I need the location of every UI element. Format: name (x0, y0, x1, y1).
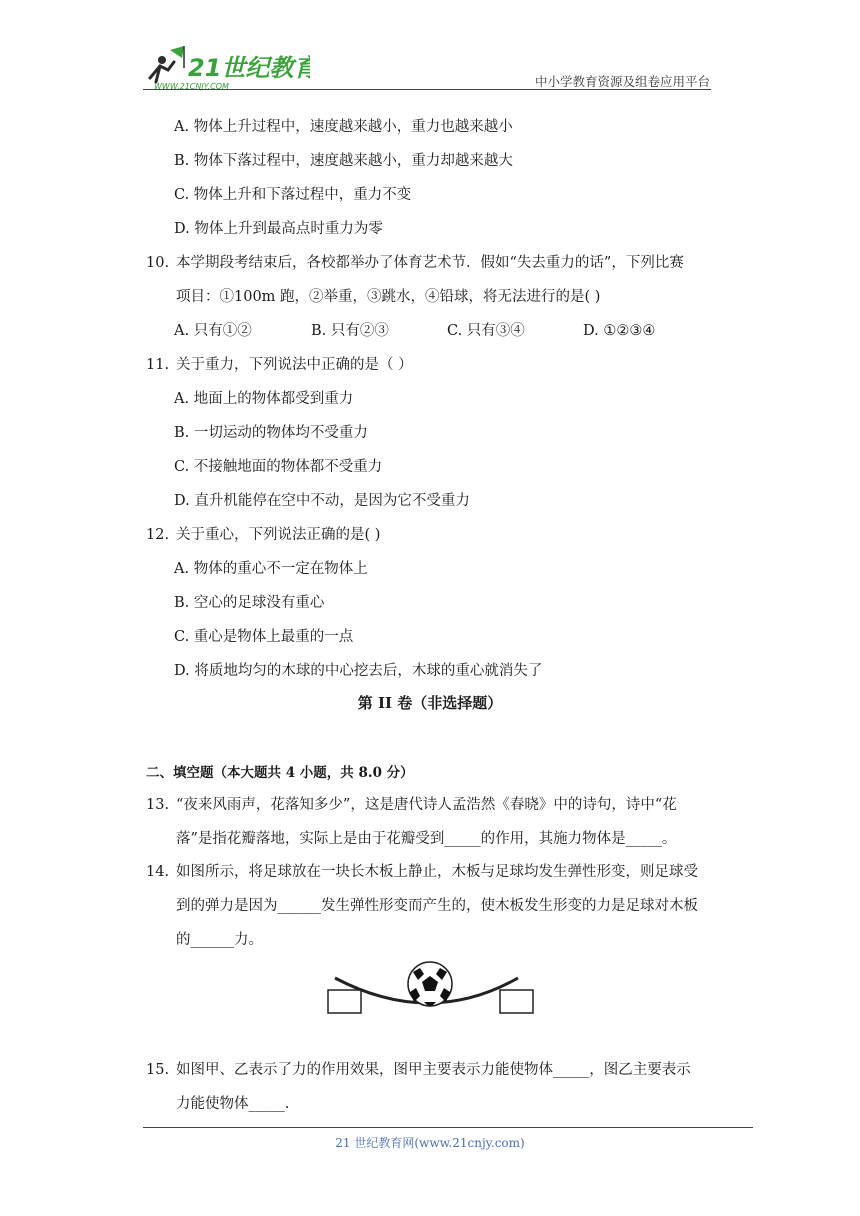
q13-number: 13. (146, 797, 170, 813)
q11-option-b: B. 一切运动的物体均不受重力 (174, 425, 368, 441)
left-support-block (328, 990, 361, 1013)
header-divider (143, 89, 711, 90)
q11-option-c: C. 不接触地面的物体都不受重力 (174, 459, 383, 475)
q10-stem-line1: 本学期段考结束后，各校都举办了体育艺术节．假如“失去重力的话”，下列比赛 (176, 255, 684, 271)
q12-option-b: B. 空心的足球没有重心 (174, 595, 325, 611)
site-logo (140, 42, 310, 92)
header-platform-text: 中小学教育资源及组卷应用平台 (534, 74, 710, 89)
q11-option-d: D. 直升机能停在空中不动，是因为它不受重力 (174, 493, 470, 509)
q10-option-b: B. 只有②③ (311, 323, 389, 339)
q13-line1: “夜来风雨声，花落知多少”，这是唐代诗人孟浩然《春晓》中的诗句，诗中“花 (176, 797, 677, 813)
q9-option-a: A. 物体上升过程中，速度越来越小，重力也越来越小 (174, 119, 513, 135)
q10-option-c: C. 只有③④ (447, 323, 525, 339)
svg-text:21世纪教育: 21世纪教育 (188, 54, 310, 82)
q15-line1: 如图甲、乙表示了力的作用效果，图甲主要表示力能使物体_____，图乙主要表示 (176, 1062, 691, 1078)
q9-option-c: C. 物体上升和下落过程中，重力不变 (174, 187, 412, 203)
q13-line2: 落”是指花瓣落地，实际上是由于花瓣受到_____的作用，其施力物体是_____。 (176, 831, 677, 847)
q15-number: 15. (146, 1062, 170, 1078)
q12-option-a: A. 物体的重心不一定在物体上 (174, 561, 368, 577)
q10-stem-line2: 项目：①100m 跑，②举重，③跳水，④铅球，将无法进行的是( ) (176, 289, 601, 305)
q11-number: 11. (146, 357, 170, 373)
q12-option-c: C. 重心是物体上最重的一点 (174, 629, 354, 645)
q14-line3: 的______力。 (176, 932, 263, 948)
q11-option-a: A. 地面上的物体都受到重力 (174, 391, 354, 407)
svg-text:WWW.21CNJY.COM: WWW.21CNJY.COM (154, 82, 229, 91)
q12-option-d: D. 将质地均匀的木球的中心挖去后，木球的重心就消失了 (174, 663, 543, 679)
q10-option-d: D. ①②③④ (583, 323, 656, 339)
right-support-block (500, 990, 533, 1013)
q14-line1: 如图所示，将足球放在一块长木板上静止，木板与足球均发生弹性形变，则足球受 (176, 864, 698, 880)
q14-figure (320, 958, 540, 1020)
footer-divider (143, 1127, 753, 1128)
q11-stem: 关于重力，下列说法中正确的是（ ） (176, 357, 413, 373)
q10-number: 10. (146, 255, 170, 271)
q14-line2: 到的弹力是因为______发生弹性形变而产生的，使木板发生形变的力是足球对木板 (176, 898, 698, 914)
section-2-title: 第 II 卷（非选择题） (357, 694, 503, 712)
q15-line2: 力能使物体_____. (176, 1096, 290, 1112)
q10-option-a: A. 只有①② (174, 323, 252, 339)
football-icon (408, 962, 452, 1006)
q9-option-d: D. 物体上升到最高点时重力为零 (174, 221, 383, 237)
part-2-heading: 二、填空题（本大题共 4 小题，共 8.0 分） (146, 765, 414, 781)
q9-option-b: B. 物体下落过程中，速度越来越小，重力却越来越大 (174, 153, 513, 169)
q12-stem: 关于重心，下列说法正确的是( ) (176, 527, 381, 543)
footer-site-link[interactable]: 21 世纪教育网(www.21cnjy.com) (335, 1136, 525, 1150)
q14-number: 14. (146, 864, 170, 880)
q12-number: 12. (146, 527, 170, 543)
